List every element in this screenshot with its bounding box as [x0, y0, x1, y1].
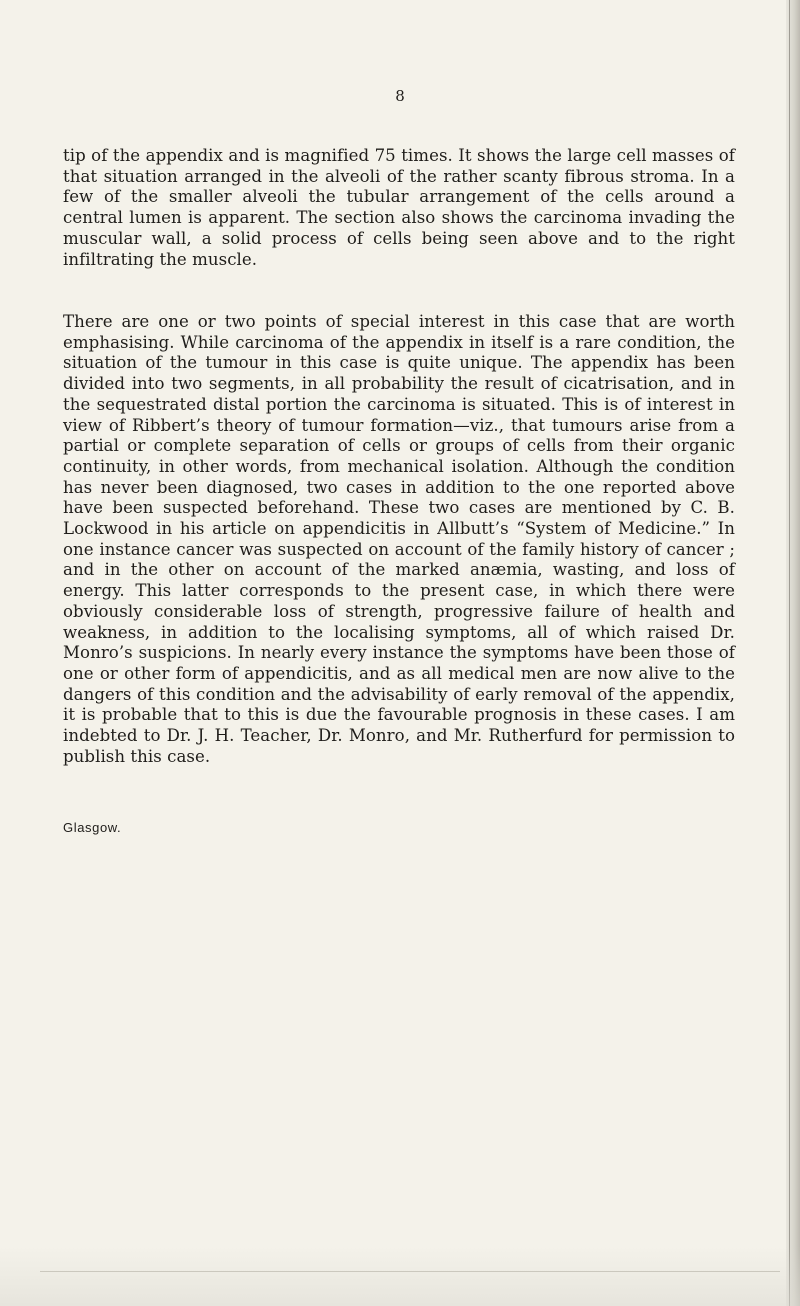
page-bottom-shadow — [0, 1246, 800, 1306]
signoff-location: Glasgow. — [63, 820, 122, 835]
paragraph-1 — [63, 146, 735, 270]
page-number: 8 — [395, 87, 405, 105]
page-bottom-line — [40, 1271, 780, 1272]
paragraph-1-text: tip of the appendix and is magnified 75 times. It shows the large cell masses of that situation arranged in the alveoli of the rather scanty fibrous stroma. In a few of the smaller alveoli the tubular arrangement of the cells around a central lumen is apparent. The section also shows the carcinoma invading the muscular wall, a solid process of cells being seen above and to the right infiltrating the muscle. — [63, 146, 735, 269]
page-edge-line — [789, 0, 790, 1306]
paragraph-2 — [63, 312, 735, 767]
paragraph-2-text: There are one or two points of special interest in this case that are worth emphasising. While carcinoma of the appendix in itself is a rare condition, the situation of the tumour in this case is quite unique. The appendix has been divided into two segments, in all probability the result of cicatrisation, and in the sequestrated distal portion the carcinoma is situated. This is of interest in view of Ribbert’s theory of tumour formation—viz., that tumours arise from a partial or complete separation of cells or groups of cells from their organic continuity, in other words, from mechanical isolation. Although the condition has never been diagnosed, two cases in addition to the one reported above have been suspected beforehand. These two cases are mentioned by C. B. Lockwood in his article on appendicitis in Allbutt’s “System of Medicine.” In one instance cancer was suspected on account of the family history of cancer ; and in the other on account of the marked anæmia, wasting, and loss of energy. This latter corresponds to the present case, in which there were obviously considerable loss of strength, progressive failure of health and weakness, in addition to the localising symptoms, all of which raised Dr. Monro’s suspicions. In nearly every instance the symptoms have been those of one or other form of appendicitis, and as all medical men are now alive to the dangers of this condition and the advisability of early removal of the appendix, it is probable that to this is due the favourable prognosis in these cases. I am indebted to Dr. J. H. Teacher, Dr. Monro, and Mr. Rutherfurd for permission to publish this case. — [63, 312, 735, 766]
